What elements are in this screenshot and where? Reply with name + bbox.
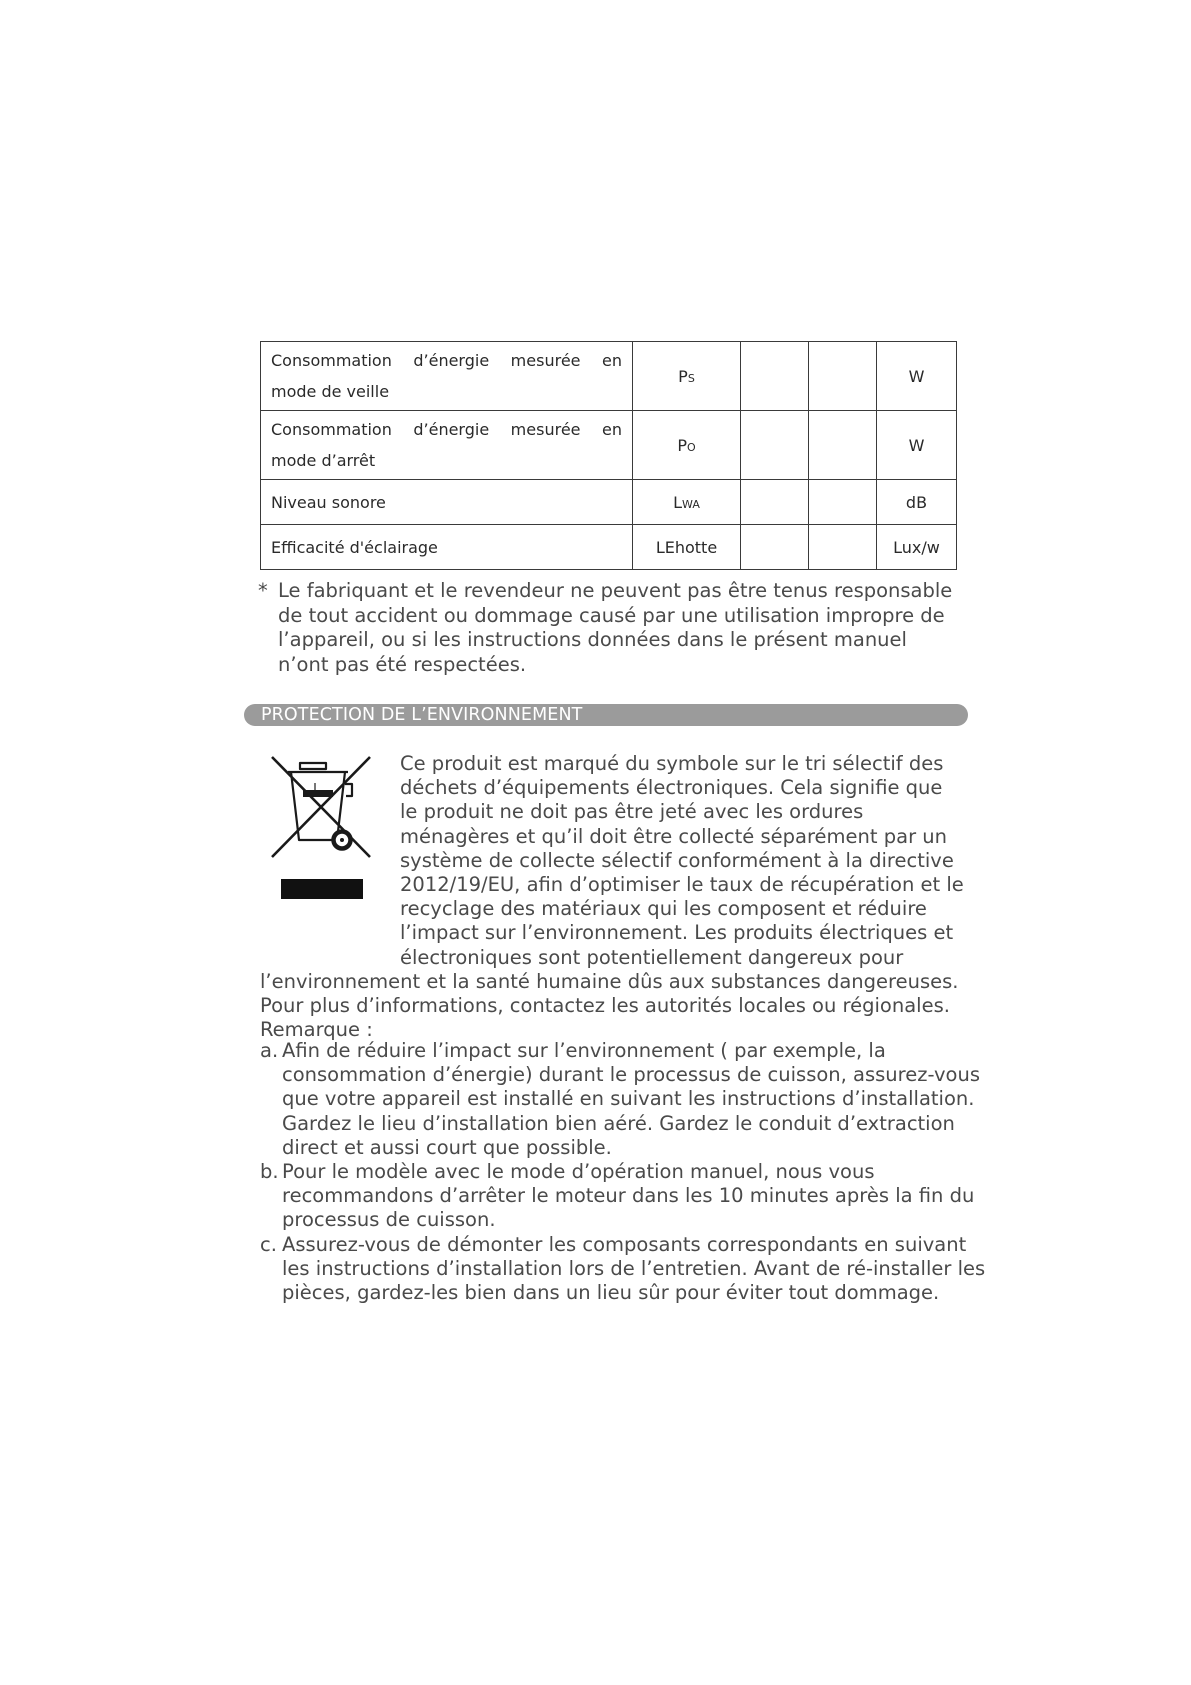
value-cell (741, 480, 809, 525)
list-item (260, 1160, 990, 1233)
table-row (261, 411, 957, 480)
text-line: le produit ne doit pas être jeté avec les ordures (400, 800, 864, 824)
asterisk-marker: * (258, 579, 268, 602)
value-cell (741, 342, 809, 411)
value-cell (741, 411, 809, 480)
text-line: Ce produit est marqué du symbole sur le tri sélectif des (400, 752, 944, 775)
row-unit: W (877, 411, 957, 480)
text-line: direct et aussi court que possible. (282, 1135, 612, 1159)
row-symbol: LWA (633, 480, 741, 525)
text-line: l’impact sur l’environnement. Les produits électriques et (400, 921, 954, 945)
remark-heading: Remarque : (260, 1018, 373, 1042)
text-line: électroniques sont potentiellement dangereux pour (400, 945, 904, 969)
row-unit: W (877, 342, 957, 411)
liability-disclaimer (258, 579, 953, 677)
list-item (260, 1233, 990, 1306)
text-line: Pour le modèle avec le mode d’opération manuel, nous vous (282, 1160, 875, 1184)
list-marker: a. (260, 1039, 279, 1062)
remark-list (260, 1039, 990, 1305)
row-symbol: PO (633, 411, 741, 480)
value-cell (809, 342, 877, 411)
text-line: Assurez-vous de démonter les composants correspondants en suivant (282, 1232, 967, 1256)
disclaimer-text: Le fabriquant et le revendeur ne peuvent pas être tenus responsable de tout accident ou dommage causé par une utilisation impropre de l’appareil, ou si les instructions données dans le présent manuel n’ont pas été respectées. (278, 579, 953, 676)
section-title: PROTECTION DE L’ENVIRONNEMENT (261, 705, 583, 725)
list-marker: c. (260, 1232, 277, 1256)
crossed-out-wheelie-bin-icon (266, 752, 376, 902)
section-header-bar (244, 704, 968, 726)
row-unit: Lux/w (877, 525, 957, 570)
text-line: recommandons d’arrêter le moteur dans les 10 minutes après la fin du (282, 1184, 975, 1208)
row-symbol: PS (633, 342, 741, 411)
text-line: processus de cuisson. (282, 1208, 496, 1232)
text-line: recyclage des matériaux qui les composent et réduire (400, 897, 927, 921)
row-label: Niveau sonore (261, 480, 633, 525)
list-item (260, 1039, 990, 1160)
table-row (261, 480, 957, 525)
value-cell (809, 525, 877, 570)
table-row (261, 342, 957, 411)
text-line: Afin de réduire l’impact sur l’environnement ( par exemple, la (282, 1039, 886, 1062)
weee-intro-text (400, 752, 964, 970)
row-label: Efficacité d'éclairage (261, 525, 633, 570)
value-cell (809, 411, 877, 480)
value-cell (809, 480, 877, 525)
weee-continued-text (260, 970, 980, 1043)
row-unit: dB (877, 480, 957, 525)
text-line: 2012/19/EU, afin d’optimiser le taux de récupération et le (400, 873, 964, 897)
text-line: que votre appareil est installé en suivant les instructions d’installation. (282, 1087, 975, 1111)
value-cell (741, 525, 809, 570)
text-line: déchets d’équipements électroniques. Cela signifie que (400, 776, 943, 800)
row-label: Consommation d’énergie mesurée en mode de veille (261, 342, 633, 411)
table-row (261, 525, 957, 570)
text-line: l’environnement et la santé humaine dûs aux substances dangereuses. (260, 970, 959, 993)
row-label: Consommation d’énergie mesurée en mode d’arrêt (261, 411, 633, 480)
text-line: système de collecte sélectif conformément à la directive (400, 848, 954, 872)
row-symbol: LEhotte (633, 525, 741, 570)
text-line: les instructions d’installation lors de l’entretien. Avant de ré-installer les (282, 1256, 986, 1280)
energy-spec-table (260, 341, 957, 570)
text-line: Pour plus d’informations, contactez les autorités locales ou régionales. (260, 994, 950, 1018)
text-line: Gardez le lieu d’installation bien aéré. Gardez le conduit d’extraction (282, 1111, 955, 1135)
text-line: ménagères et qu’il doit être collecté séparément par un (400, 824, 947, 848)
text-line: consommation d’énergie) durant le processus de cuisson, assurez-vous (282, 1063, 980, 1087)
text-line: pièces, gardez-les bien dans un lieu sûr pour éviter tout dommage. (282, 1281, 940, 1305)
list-marker: b. (260, 1160, 279, 1184)
